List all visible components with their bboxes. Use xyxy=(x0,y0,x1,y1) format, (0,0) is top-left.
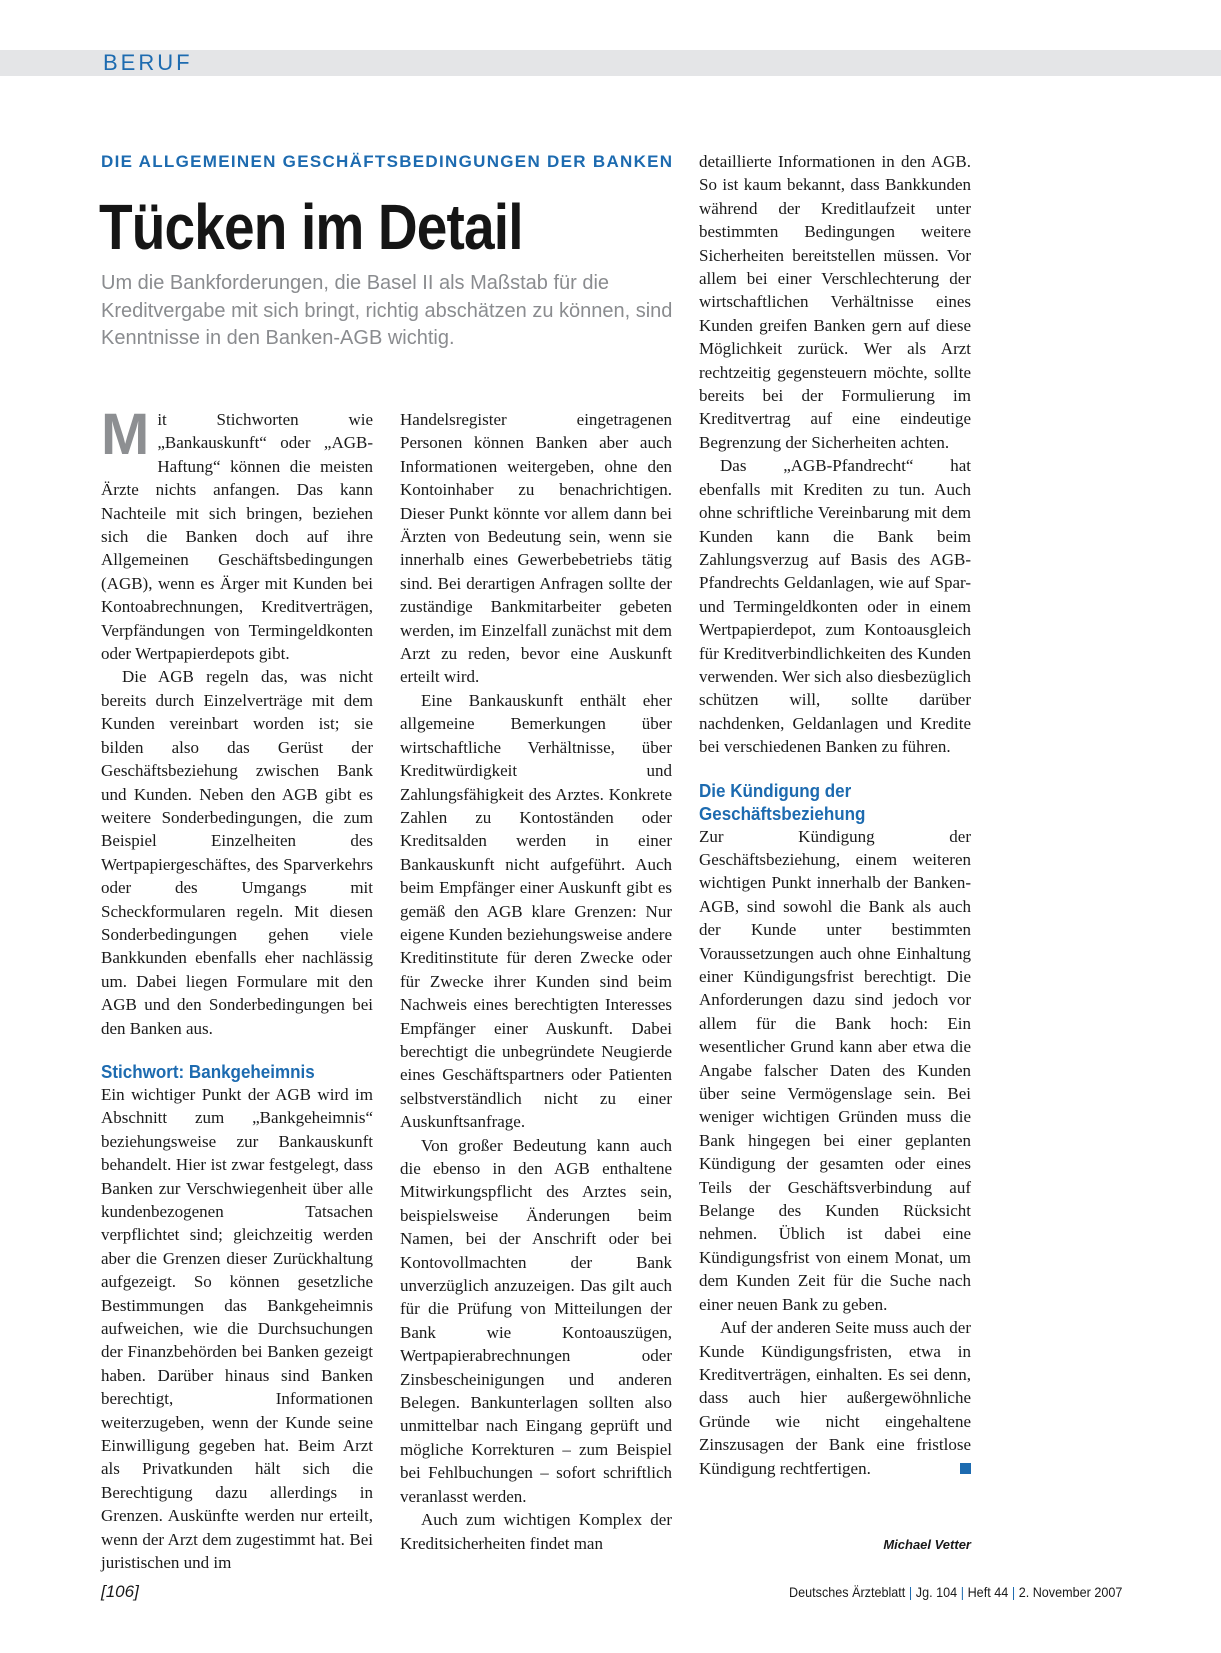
end-mark-icon xyxy=(960,1463,971,1474)
column-2 xyxy=(400,408,672,1555)
footer-separator: | xyxy=(908,1584,912,1600)
paragraph-final xyxy=(699,1316,971,1480)
paragraph: Handelsregister eingetragenen Personen können Banken aber auch Informationen weitergeben, ohne den Kontoinhaber zu benachrichtigen. Dieser Punkt könnte vor allem dann bei Ärzten von Bedeutung sein, wenn sie innerhalb eines Gewerbebetriebs tätig sind. Bei derartigen Anfragen sollte der zuständige Bankmitarbeiter gebeten werden, im Einzelfall zunächst mit dem Arzt zu reden, bevor eine Auskunft erteilt wird. xyxy=(400,410,672,687)
section-label: BERUF xyxy=(103,50,193,75)
subheading-kuendigung: Die Kündigung der Geschäftsbeziehung xyxy=(699,779,866,824)
column-1 xyxy=(101,402,373,1575)
paragraph-intro xyxy=(101,402,373,665)
paragraph: Zur Kündigung der Geschäftsbeziehung, einem weiteren wichtigen Punkt innerhalb der Banken-AGB, sind sowohl die Bank als auch der Kunde unter bestimmten Voraussetzungen auch ohne Einhaltung einer Kündigungsfrist berechtigt. Die Anforderungen dazu sind jedoch vor allem für die Bank hoch: Ein wesentlicher Grund kann aber etwa die Angabe falscher Daten des Kunden über seine Vermögenslage sein. Bei weniger wichtigen Gründen muss die Bank hingegen bei einer geplanten Kündigung der gesamten oder eines Teils der Geschäftsverbindung auf Belange des Kunden Rücksicht nehmen. Üblich ist dabei eine Kündigungsfrist von einem Monat, um dem Kunden Zeit für die Suche nach einer neuen Bank zu geben. xyxy=(699,826,971,1314)
article-lead: Um die Bankforderungen, die Basel II als Maßstab für die Kreditvergabe mit sich bringt, richtig abschätzen zu können, sind Kenntnisse in den Banken-AGB wichtig. xyxy=(101,272,673,349)
subheading-bankgeheimnis: Stichwort: Bankgeheimnis xyxy=(101,1060,315,1082)
journal-issue: Heft 44 xyxy=(967,1584,1008,1600)
paragraph-final-text: Auf der anderen Seite muss auch der Kunde Kündigungsfristen, etwa in Kreditverträgen, einhalten. Es sei denn, dass auch hier außergewöhnliche Gründe wie nicht eingehaltene Zinszusagen der Bank eine fristlose Kündigung rechtfertigen. xyxy=(699,1318,971,1478)
paragraph: Auch zum wichtigen Komplex der Kreditsicherheiten findet man xyxy=(400,1510,672,1553)
journal-date: 2. November 2007 xyxy=(1018,1584,1122,1600)
author-byline: Michael Vetter xyxy=(883,1537,971,1552)
journal-footer xyxy=(789,1584,1122,1600)
article-title: Tücken im Detail xyxy=(99,191,523,263)
paragraph: Die AGB regeln das, was nicht bereits durch Einzelverträge mit dem Kunden vereinbart worden ist; sie bilden also das Gerüst der Geschäftsbeziehung zwischen Bank und Kunden. Neben den AGB gibt es weitere Sonderbedingungen, die zum Beispiel Einzelheiten des Wertpapiergeschäftes, des Sparverkehrs oder des Umgangs mit Scheckformularen regeln. Mit diesen Sonderbedingungen gehen viele Bankkunden ebenfalls eher nachlässig um. Dabei liegen Formulare mit den AGB und den Sonderbedingungen bei den Banken aus. xyxy=(101,667,373,1038)
paragraph: detaillierte Informationen in den AGB. So ist kaum bekannt, dass Bankkunden während der Kreditlaufzeit unter bestimmten Bedingungen weitere Sicherheiten bereitstellen müssen. Vor allem bei einer Verschlechterung der wirtschaftlichen Verhältnisse eines Kunden greifen Banken gern auf diese Möglichkeit zurück. Wer als Arzt rechtzeitig gegensteuern möchte, sollte bereits bei der Formulierung im Kreditvertrag auf eine eindeutige Begrenzung der Sicherheiten achten. xyxy=(699,152,971,452)
page-number: [106] xyxy=(101,1582,139,1601)
paragraph: Eine Bankauskunft enthält eher allgemeine Bemerkungen über wirtschaftliche Verhältnisse, über Kreditwürdigkeit und Zahlungsfähigkeit des Arztes. Konkrete Zahlen zu Kontoständen oder Kreditsalden werden in einer Bankauskunft nicht aufgeführt. Auch beim Empfänger einer Auskunft gibt es gemäß den AGB klare Grenzen: Nur eigene Kunden beziehungsweise andere Kreditinstitute für deren Zwecke oder für Zwecke ihrer Kunden sind beim Nachweis eines berechtigten Interesses Empfänger einer Auskunft. Dabei berechtigt die unbegründete Neugierde eines Geschäftspartners oder Patienten selbstverständlich nicht zu einer Auskunftsanfrage. xyxy=(400,690,672,1132)
paragraph-intro-text: it Stichworten wie „Bankauskunft“ oder „AGB-Haftung“ können die meisten Ärzte nichts anfangen. Das kann Nachteile mit sich bringen, beziehen sich die Banken doch auf ihre Allgemeinen Geschäftsbedingungen (AGB), wenn es Ärger mit Kunden bei Kontoabrechnungen, Kreditverträgen, Verpfändungen von Termingeldkonten oder Wertpapierdepots gibt. xyxy=(101,410,373,664)
drop-cap: M xyxy=(101,402,150,467)
journal-name: Deutsches Ärzteblatt xyxy=(788,1584,905,1600)
article-kicker: DIE ALLGEMEINEN GESCHÄFTSBEDINGUNGEN DER BANKEN xyxy=(101,152,674,171)
paragraph: Von großer Bedeutung kann auch die ebenso in den AGB enthaltene Mitwirkungspflicht des Arztes sein, beispielsweise Änderungen beim Namen, bei der Anschrift oder bei Kontovollmachten der Bank unverzüglich anzuzeigen. Das gilt auch für die Prüfung von Mitteilungen der Bank wie Kontoauszügen, Wertpapierabrechnungen oder Zinsbescheinigungen und anderen Belegen. Bankunterlagen sollten also unmittelbar nach Eingang geprüft und mögliche Korrekturen – zum Beispiel bei Fehlbuchungen – sofort schriftlich veranlasst werden. xyxy=(400,1135,672,1506)
paragraph: Das „AGB-Pfandrecht“ hat ebenfalls mit Krediten zu tun. Auch ohne schriftliche Vereinbarung mit dem Kunden kann die Bank beim Zahlungsverzug auf Basis des AGB-Pfandrechts Geldanlagen, wie auf Spar- und Termingeldkonten oder in einem Wertpapierdepot, zum Kontoausgleich für Kreditverbindlichkeiten des Kunden verwenden. Wer sich also diesbezüglich schützen will, sollte darüber nachdenken, Geldanlagen und Kredite bei verschiedenen Banken zu führen. xyxy=(699,456,971,757)
journal-volume: Jg. 104 xyxy=(915,1584,957,1600)
paragraph: Ein wichtiger Punkt der AGB wird im Abschnitt zum „Bankgeheimnis“ beziehungsweise zur Bankauskunft behandelt. Hier ist zwar festgelegt, dass Banken zur Verschwiegenheit über alle kundenbezogenen Tatsachen verpflichtet sind; gleichzeitig werden aber die Grenzen dieser Zurückhaltung aufgezeigt. So können gesetzliche Bestimmungen das Bankgeheimnis aufweichen, wie die Durchsuchungen der Finanzbehörden bei Banken gezeigt haben. Darüber hinaus sind Banken berechtigt, Informationen weiterzugeben, wenn der Kunde seine Einwilligung gegeben hat. Beim Arzt als Privatkunden hält sich die Berechtigung dazu allerdings in Grenzen. Auskünfte werden nur erteilt, wenn der Arzt dem zugestimmt hat. Bei juristischen und im xyxy=(101,1084,373,1573)
footer-separator: | xyxy=(960,1584,964,1600)
footer-separator: | xyxy=(1011,1584,1015,1600)
column-3 xyxy=(699,150,971,1480)
